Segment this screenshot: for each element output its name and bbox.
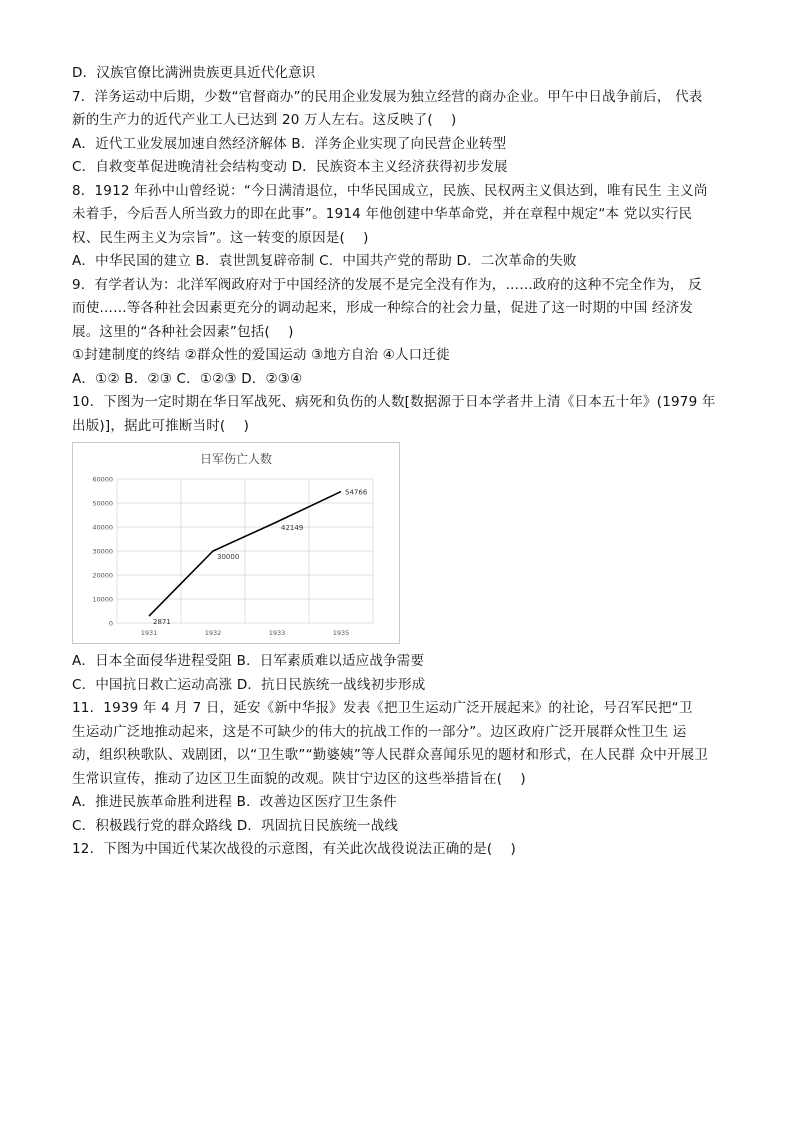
text-line: 动，组织秧歌队、戏剧团，以“卫生歌”“勤婆姨”等人民群众喜闻乐见的题材和形式，在人民群 众中开展卫 xyxy=(72,747,709,763)
text-line: D．汉族官僚比满洲贵族更具近代化意识 xyxy=(72,65,316,81)
text-line: 未着手，今后吾人所当致力的即在此事”。1914 年他创建中华革命党，并在章程中规定“本 党以实行民 xyxy=(72,206,693,222)
chart-title: 日军伤亡人数 xyxy=(199,452,273,466)
text-line: A．中华民国的建立 B．袁世凯复辟帝制 C．中国共产党的帮助 D．二次革命的失败 xyxy=(72,253,577,269)
data-label: 30000 xyxy=(217,553,240,561)
casualty-line-chart xyxy=(72,442,400,644)
text-line: 7．洋务运动中后期，少数“官督商办”的民用企业发展为独立经营的商办企业。甲午中日战争前后， 代表 xyxy=(72,88,703,105)
text-line: C．自救变革促进晚清社会结构变动 D．民族资本主义经济获得初步发展 xyxy=(72,159,508,175)
question-text-block xyxy=(72,62,724,438)
text-line: ①封建制度的终结 ②群众性的爱国运动 ③地方自治 ④人口迁徙 xyxy=(72,347,450,363)
text-line: C．积极践行党的群众路线 D．巩固抗日民族统一战线 xyxy=(72,817,399,834)
text-line: 出版)]，据此可推断当时( ) xyxy=(72,417,250,434)
text-line: A．推进民族革命胜利进程 B．改善边区医疗卫生条件 xyxy=(72,794,397,810)
x-tick-label: 1933 xyxy=(268,629,286,637)
y-tick-label: 10000 xyxy=(92,595,113,604)
question-text-block-2 xyxy=(72,650,724,862)
text-line: 生运动广泛地推动起来，这是不可缺少的伟大的抗战工作的一部分”。边区政府广泛开展群众性卫生 运 xyxy=(72,723,687,740)
text-line: A．日本全面侵华进程受阻 B．日军素质难以适应战争需要 xyxy=(72,653,425,669)
data-label: 2871 xyxy=(153,618,171,627)
x-tick-label: 1935 xyxy=(332,629,350,637)
text-line: 8．1912 年孙中山曾经说：“今日满清退位，中华民国成立，民族、民权两主义俱达到，唯有民生 主义尚 xyxy=(72,182,708,199)
y-tick-label: 30000 xyxy=(92,547,113,556)
chart-svg xyxy=(73,443,399,643)
data-label: 54766 xyxy=(345,488,368,497)
x-tick-label: 1932 xyxy=(204,629,222,637)
text-line: A．近代工业发展加速自然经济解体 B．洋务企业实现了向民营企业转型 xyxy=(72,135,507,152)
text-line: 新的生产力的近代产业工人已达到 20 万人左右。这反映了( ) xyxy=(72,112,457,128)
x-tick-label: 1931 xyxy=(140,629,158,637)
y-tick-label: 40000 xyxy=(92,523,113,532)
text-line: C．中国抗日救亡运动高涨 D．抗日民族统一战线初步形成 xyxy=(72,676,426,693)
y-tick-label: 50000 xyxy=(92,499,113,508)
text-line: 9．有学者认为：北洋军阀政府对于中国经济的发展不是完全没有作为，……政府的这种不完全作为， 反 xyxy=(72,276,702,293)
text-line: 而使……等各种社会因素更充分的调动起来，形成一种综合的社会力量，促进了这一时期的中国 经济发 xyxy=(72,300,693,316)
text-line: 12．下图为中国近代某次战役的示意图，有关此次战役说法正确的是( ) xyxy=(72,841,517,857)
text-line: 10．下图为一定时期在华日军战死、病死和负伤的人数[数据源于日本学者井上清《日本五十年》(1979 年 xyxy=(72,394,716,410)
document-page xyxy=(72,62,724,862)
y-tick-label: 60000 xyxy=(92,475,113,484)
text-line: A．①② B．②③ C．①②③ D．②③④ xyxy=(72,370,303,387)
text-line: 生常识宣传，推动了边区卫生面貌的改观。陕甘宁边区的这些举措旨在( ) xyxy=(72,770,526,787)
text-line: 展。这里的“各种社会因素”包括( ) xyxy=(72,323,294,340)
text-line: 权、民生两主义为宗旨”。这一转变的原因是( ) xyxy=(72,229,369,246)
y-tick-label: 0 xyxy=(108,619,113,628)
text-line: 11．1939 年 4 月 7 日，延安《新中华报》发表《把卫生运动广泛开展起来》的社论，号召军民把“卫 xyxy=(72,700,693,716)
y-tick-label: 20000 xyxy=(92,571,113,580)
data-label: 42149 xyxy=(281,523,304,532)
